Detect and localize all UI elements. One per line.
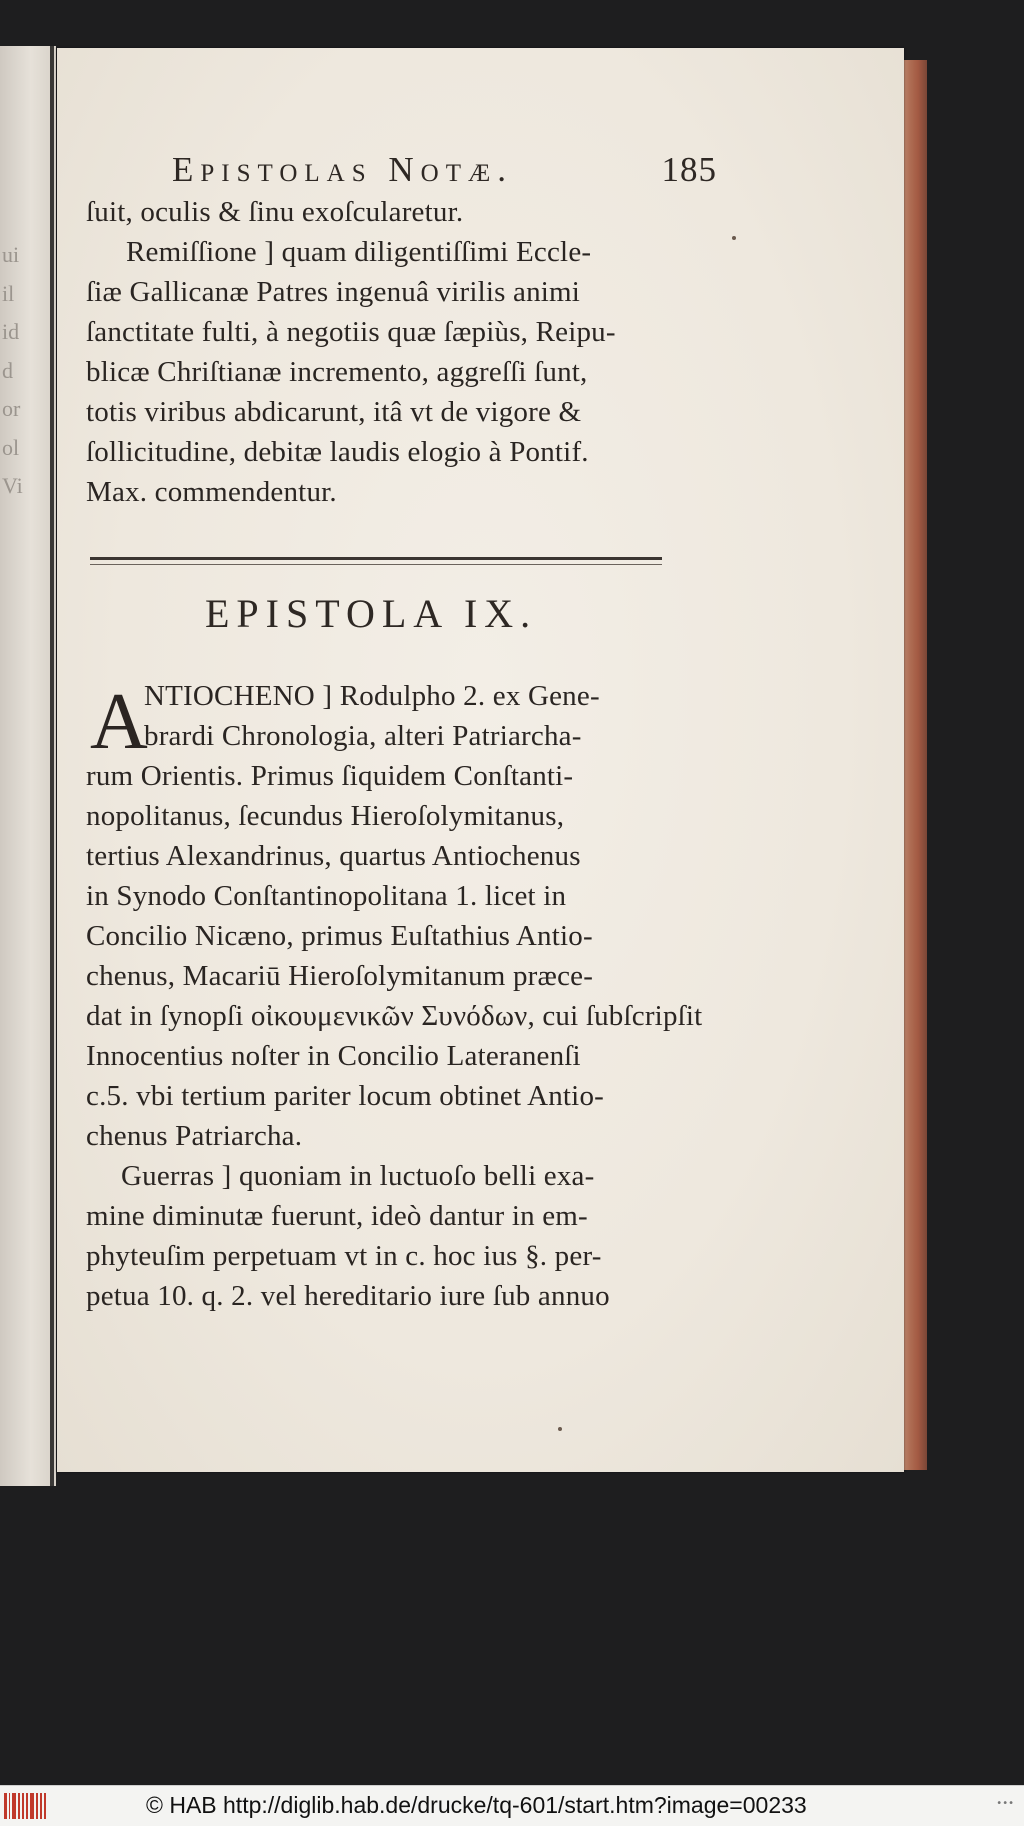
text-line: dat in ſynopſi οἰκουμενικῶν Συνόδων, cui ſubſcripſit xyxy=(86,1000,703,1032)
text-line: ſanctitate fulti, à negotiis quæ ſæpiùs, Reipu- xyxy=(86,316,616,348)
text-line: brardi Chronologia, alteri Patriarcha- xyxy=(144,720,582,752)
text-line: petua 10. q. 2. vel hereditario iure ſub annuo xyxy=(86,1280,610,1312)
text-line: blicæ Chriſtianæ incremento, aggreſſi ſunt, xyxy=(86,356,588,388)
text-line: ſollicitudine, debitæ laudis elogio à Pontif. xyxy=(86,436,589,468)
section-rule-thin xyxy=(90,564,662,565)
text-line: rum Orientis. Primus ſiquidem Conſtanti- xyxy=(86,760,574,792)
viewer-footer xyxy=(0,1785,1024,1826)
text-line: Innocentius noſter in Concilio Lateranenſi xyxy=(86,1040,581,1072)
text-line: in Synodo Conſtantinopolitana 1. licet in xyxy=(86,880,567,912)
text-line: nopolitanus, ſecundus Hieroſolymitanus, xyxy=(86,800,565,832)
text-line: c.5. vbi tertium pariter locum obtinet Antio- xyxy=(86,1080,605,1112)
text-line: ſiæ Gallicanæ Patres ingenuâ virilis animi xyxy=(86,276,581,308)
book-gutter xyxy=(50,46,54,1486)
section-rule xyxy=(90,557,662,560)
drop-cap: A xyxy=(90,678,148,766)
previous-page-text-fragments: ui il id d or ol Vi xyxy=(2,242,23,498)
text-line: NTIOCHENO ] Rodulpho 2. ex Gene- xyxy=(144,680,600,712)
text-line: chenus, Macariū Hieroſolymitanum præce- xyxy=(86,960,594,992)
text-line: phyteuſim perpetuam vt in c. hoc ius §. per- xyxy=(86,1240,602,1272)
barcode-logo xyxy=(4,1793,46,1819)
previous-page-edge xyxy=(0,46,56,1486)
running-title: Epistolas Notæ. xyxy=(172,150,513,189)
epistola-heading: EPISTOLA IX. xyxy=(205,591,538,636)
more-icon[interactable]: ••• xyxy=(996,1798,1014,1809)
text-line: ſuit, oculis & ſinu exoſcularetur. xyxy=(86,196,464,228)
text-line: Remiſſione ] quam diligentiſſimi Eccle- xyxy=(126,236,592,268)
text-line: Concilio Nicæno, primus Euſtathius Antio- xyxy=(86,920,593,952)
text-line: mine diminutæ fuerunt, ideò dantur in em- xyxy=(86,1200,588,1232)
paper-speck xyxy=(558,1427,562,1431)
page-number: 185 xyxy=(661,150,717,189)
paper-speck xyxy=(732,236,736,240)
text-line: Guerras ] quoniam in luctuoſo belli exa- xyxy=(121,1160,595,1192)
text-line: totis viribus abdicarunt, itâ vt de vigore & xyxy=(86,396,582,428)
text-line: tertius Alexandrinus, quartus Antiochenus xyxy=(86,840,581,872)
text-line: Max. commendentur. xyxy=(86,476,337,508)
text-line: chenus Patriarcha. xyxy=(86,1120,303,1152)
source-link[interactable]: © HAB http://diglib.hab.de/drucke/tq-601/start.htm?image=00233 xyxy=(146,1792,807,1818)
running-header xyxy=(172,150,717,194)
